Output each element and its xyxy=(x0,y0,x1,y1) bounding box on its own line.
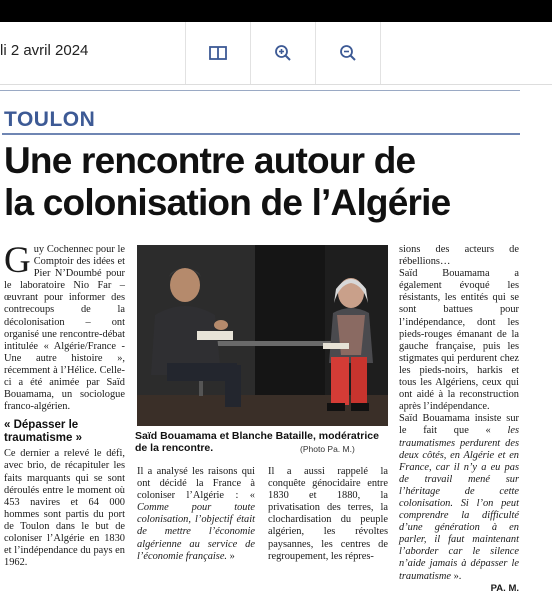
column-2-text: Il a analysé les raisons qui ont décidé la France à coloniser l’Algérie : « xyxy=(137,466,255,502)
toolbar-divider xyxy=(380,22,381,84)
zoom-out-icon xyxy=(339,44,357,62)
author-signature: PA. M. xyxy=(490,582,519,594)
headline-line-1: Une rencontre autour de xyxy=(4,140,416,181)
article-column-1 xyxy=(4,240,125,569)
article-column-2 xyxy=(137,466,255,563)
column-4-text: Saïd Bouamama insiste sur le fait que « xyxy=(399,413,519,437)
column-4-paragraph-3 xyxy=(399,413,519,582)
column-4-paragraph-2: Saïd Bouamama a également évoqué les résistants, les entités qui se sont battues pour l’indépendance, dont les pieds-rouges émanant de la gauche française, puis les stigmates qui perdurent chez les pieds-noirs, harkis et tous les Algériens, ceux qui ont aidé à la reconstruction après l’indépendance. xyxy=(399,268,519,413)
page-rule xyxy=(0,90,520,91)
drop-cap: G xyxy=(4,240,31,281)
section-label: TOULON xyxy=(4,108,96,131)
top-black-bar xyxy=(0,0,552,22)
zoom-out-button[interactable] xyxy=(316,22,380,84)
book-open-icon xyxy=(209,46,227,60)
photo-caption: Saïd Bouamama et Blanche Bataille, modératrice de la rencontre. xyxy=(135,430,379,454)
page-view-button[interactable] xyxy=(186,22,250,84)
section-rule xyxy=(2,133,520,135)
column-3-text: Il a aussi rappelé la conquête génocidaire entre 1830 et 1880, la privatisation des terres, la clochardisation du peuple algérien, les révoltes paysannes, les centres de regroupement, les répres- xyxy=(268,466,388,562)
column-4-quote-close: ». xyxy=(450,570,462,582)
column-4-paragraph-1: sions des acteurs de rébellions… xyxy=(399,244,519,268)
article-column-4 xyxy=(399,244,519,595)
article-photo xyxy=(137,245,388,426)
column-4-quote: les traumatismes perdurent des deux côtés, en Algérie et en France, car il n’y a eu pas de travail mené sur l’héritage de cette colonisation. Si l’on peut comprendre la difficulté d’une génération à en parler, il faut maintenant l’aborder car le silence n’aide jamais à dépasser le traumatisme xyxy=(399,425,519,582)
column-1-paragraph-1: uy Cochennec pour le Comptoir des idées et Pier N’Doumbé pour le laboratoire Nio Far – œuvrant pour informer des contrecoups de la décolonisation – ont organisé une rencontre-débat intitulée « Algérie/France - Une autre histoire », récemment à l’Hélice. Celle-ci a été animée par Saïd Bouamama, un sociologue franco-algérien. xyxy=(4,244,125,413)
newspaper-page xyxy=(0,86,552,594)
column-1-paragraph-2: Ce dernier a relevé le défi, avec brio, de récapituler les faits marquants qui se sont déroulés entre le moment où 453 navires et 64 000 hommes sont partis du port de Toulon dans le but de coloniser l’Algérie en 1830 et l’indépendance du pays en 1962. xyxy=(4,448,125,569)
zoom-in-button[interactable] xyxy=(251,22,315,84)
issue-date: li 2 avril 2024 xyxy=(0,42,89,59)
column-2-quote: Comme pour toute colonisation, l’objectif était de mettre l’économie algérienne au service de l’économie française. xyxy=(137,502,255,562)
zoom-in-icon xyxy=(274,44,292,62)
article-headline xyxy=(4,140,524,224)
photo-image xyxy=(137,245,388,426)
reader-toolbar xyxy=(0,22,552,85)
column-2-quote-close: » xyxy=(227,550,235,562)
photo-credit: (Photo Pa. M.) xyxy=(300,444,355,454)
intertitle: « Dépasser le traumatisme » xyxy=(4,419,82,445)
headline-line-2: la colonisation de l’Algérie xyxy=(4,182,451,223)
article-column-3 xyxy=(268,466,388,563)
